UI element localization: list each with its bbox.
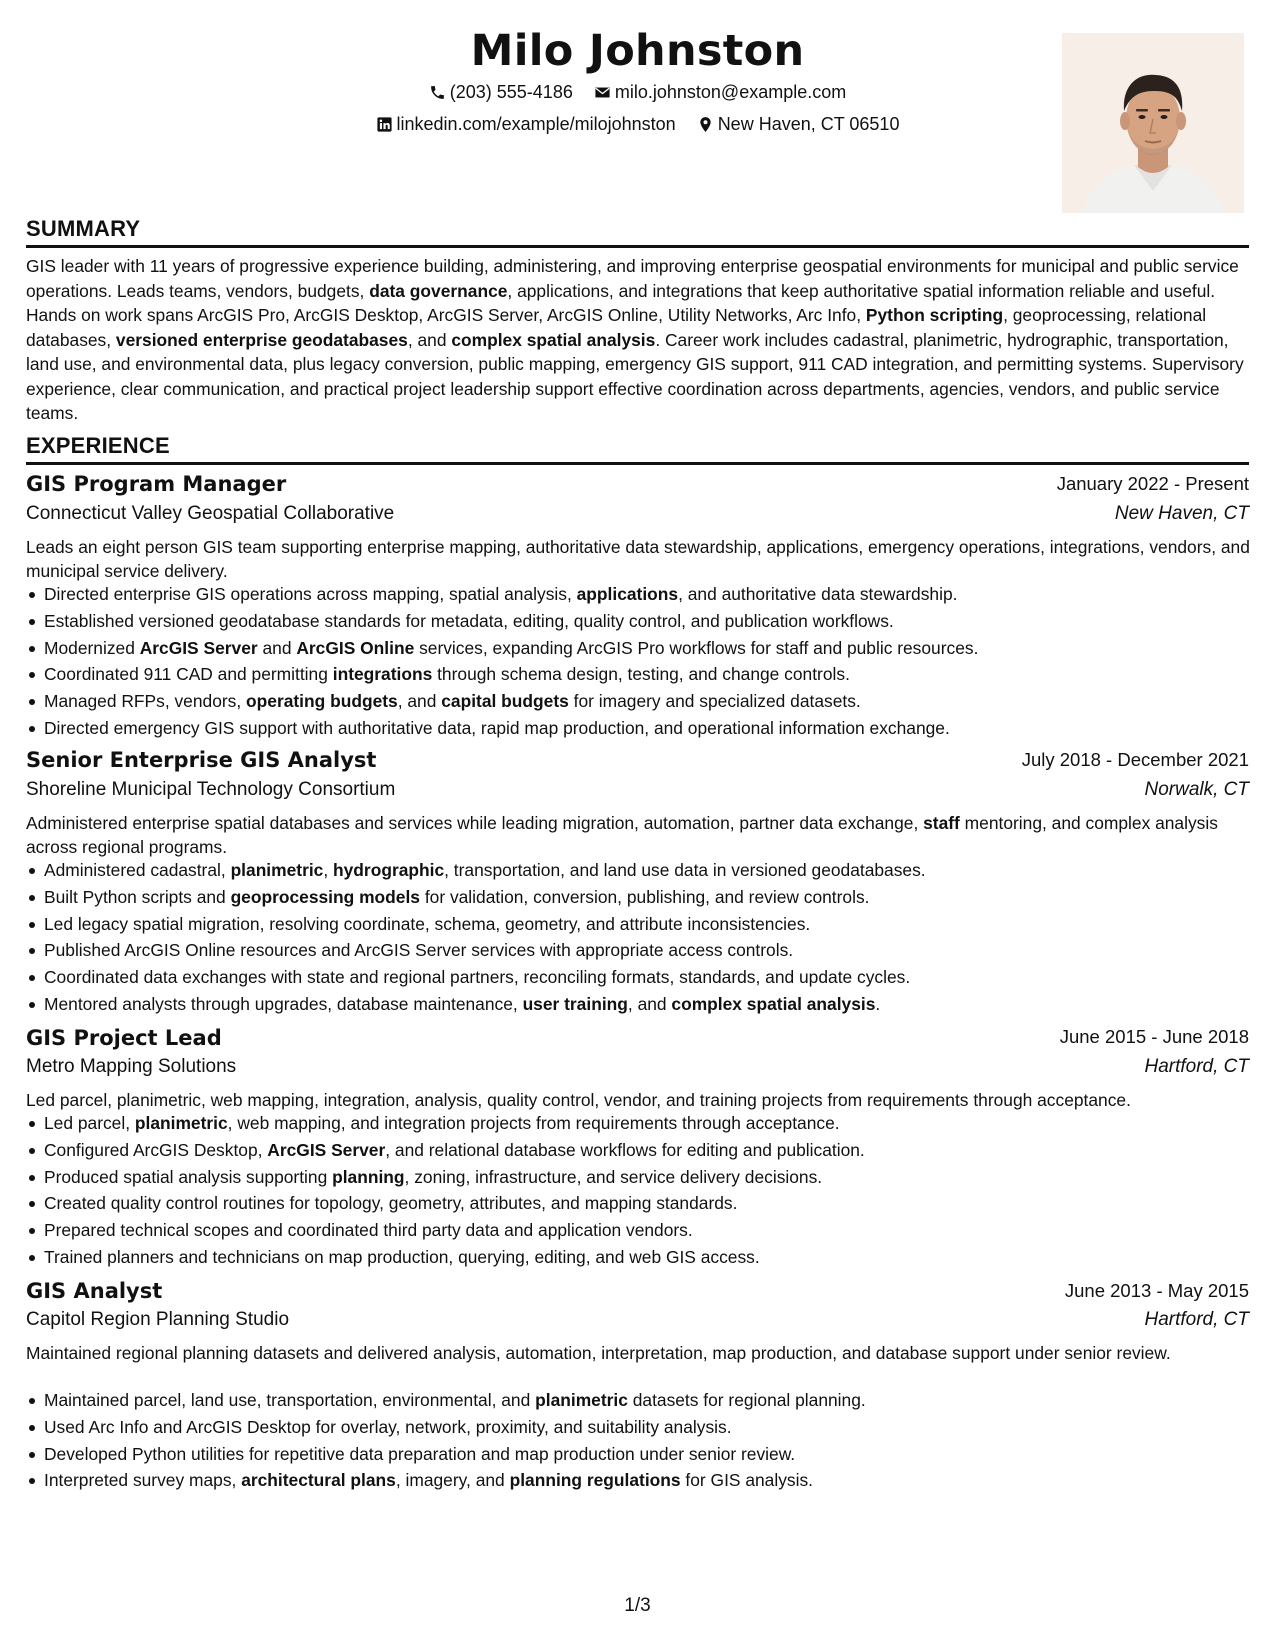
summary-bold-term: data governance: [369, 280, 508, 301]
job-company: Connecticut Valley Geospatial Collaborative: [26, 503, 395, 524]
job-dates: July 2018 - December 2021: [1021, 749, 1249, 770]
location-item: [697, 112, 900, 136]
bullet-item: [26, 688, 1251, 715]
bullet-text: , imagery, and: [395, 1470, 510, 1491]
bullet-text: , and: [397, 691, 442, 712]
job-title: Senior Enterprise GIS Analyst: [26, 748, 377, 772]
bullet-text: Produced spatial analysis supporting: [44, 1166, 333, 1187]
bullet-text: Configured ArcGIS Desktop,: [44, 1139, 268, 1160]
candidate-name: Milo Johnston: [470, 26, 805, 76]
job-description-bold: staff: [923, 813, 960, 833]
map-pin-icon: [697, 116, 714, 133]
bullet-item: [26, 884, 1251, 911]
bullet-bold-term: operating budgets: [246, 691, 398, 712]
summary-divider: [26, 245, 1249, 248]
bullet-text: Used Arc Info and ArcGIS Desktop for overlay, network, proximity, and suitability analysis.: [44, 1416, 732, 1437]
bullet-item: [26, 1387, 1251, 1414]
bullet-text: Created quality control routines for topology, geometry, attributes, and mapping standards.: [44, 1193, 738, 1214]
summary-bold-term: versioned enterprise geodatabases: [115, 329, 408, 350]
job-company: Shoreline Municipal Technology Consortium: [26, 779, 396, 800]
bullet-item: [26, 1467, 1251, 1494]
bullet-text: Published ArcGIS Online resources and ArcGIS Server services with appropriate access controls.: [44, 940, 794, 961]
job-description-part: mentoring, and complex analysis across regional programs.: [26, 813, 1218, 857]
job-location: New Haven, CT: [1114, 503, 1249, 524]
job-description: [26, 811, 1251, 859]
bullet-text: Established versioned geodatabase standards for metadata, editing, quality control, and publication workflows.: [44, 610, 894, 631]
bullet-item: [26, 1190, 1251, 1217]
bullet-item: [26, 911, 1251, 938]
bullet-text: Coordinated 911 CAD and permitting: [44, 664, 333, 685]
summary-bold-term: Python scripting: [865, 305, 1004, 325]
summary-text-part: , geoprocessing, relational databases,: [26, 305, 1207, 350]
bullet-text: , and authoritative data stewardship.: [678, 584, 958, 604]
bullet-text: Prepared technical scopes and coordinated third party data and application vendors.: [44, 1220, 693, 1241]
job-title: GIS Program Manager: [26, 472, 287, 496]
job-title: GIS Analyst: [26, 1279, 163, 1303]
job-bullets: [26, 1110, 1251, 1271]
summary-text: [26, 254, 1256, 426]
job-location: Hartford, CT: [1144, 1056, 1249, 1077]
bullet-text: datasets for regional planning.: [627, 1390, 866, 1410]
bullet-item: [26, 937, 1251, 964]
bullet-text: for validation, conversion, publishing, and review controls.: [419, 886, 870, 907]
experience-heading: EXPERIENCE: [26, 433, 170, 458]
bullet-text: Managed RFPs, vendors,: [44, 691, 247, 712]
bullet-text: Led legacy spatial migration, resolving coordinate, schema, geometry, and attribute inconsistencies.: [44, 913, 811, 934]
job-bullets: [26, 857, 1251, 1018]
profile-photo: [1062, 33, 1244, 213]
job-company: Metro Mapping Solutions: [26, 1056, 237, 1077]
bullet-bold-term: planimetric: [134, 1113, 228, 1133]
job-bullets: [26, 581, 1251, 742]
job-description: Leads an eight person GIS team supporting enterprise mapping, authoritative data stewardship, applications, emergency operations, integrations, vendors, and municipal service delivery.: [26, 537, 1250, 581]
bullet-item: [26, 608, 1251, 635]
bullet-text: ,: [323, 860, 334, 880]
email-text[interactable]: milo.johnston@example.com: [614, 82, 847, 102]
bullet-text: , web mapping, and integration projects from requirements through acceptance.: [227, 1113, 840, 1133]
bullet-item: [26, 1441, 1251, 1468]
job-location: Norwalk, CT: [1144, 779, 1249, 800]
phone-icon: [429, 84, 446, 101]
phone-item: [429, 80, 573, 104]
summary-bold-term: complex spatial analysis: [451, 329, 656, 350]
linkedin-icon: [376, 116, 393, 133]
bullet-text: .: [875, 993, 881, 1014]
bullet-item: [26, 1137, 1251, 1164]
bullet-item: [26, 1244, 1251, 1271]
bullet-bold-term: architectural plans: [241, 1470, 396, 1491]
bullet-text: Maintained parcel, land use, transportation, environmental, and: [44, 1390, 536, 1410]
bullet-text: , and relational database workflows for editing and publication.: [385, 1139, 865, 1160]
bullet-text: for GIS analysis.: [680, 1470, 814, 1491]
bullet-text: , and: [627, 993, 672, 1014]
location-text: New Haven, CT 06510: [717, 114, 900, 134]
bullet-bold-term: ArcGIS Online: [296, 637, 415, 658]
bullet-item: [26, 715, 1251, 742]
email-item[interactable]: [594, 80, 846, 104]
bullet-bold-term: geoprocessing models: [230, 886, 420, 907]
bullet-bold-term: applications: [576, 584, 679, 604]
bullet-item: [26, 1164, 1251, 1191]
bullet-bold-term: planning regulations: [509, 1470, 681, 1491]
job-location: Hartford, CT: [1144, 1309, 1249, 1330]
bullet-bold-term: planning: [332, 1166, 405, 1187]
job-dates: June 2013 - May 2015: [1064, 1280, 1249, 1301]
linkedin-text[interactable]: linkedin.com/example/milojohnston: [396, 114, 676, 134]
phone-text: (203) 555-4186: [449, 82, 573, 102]
bullet-item: [26, 635, 1251, 662]
bullet-bold-term: planimetric: [535, 1390, 628, 1410]
bullet-text: services, expanding ArcGIS Pro workflows for staff and public resources.: [414, 637, 979, 658]
bullet-text: through schema design, testing, and change controls.: [432, 664, 850, 685]
job-description-part: Administered enterprise spatial databases and services while leading migration, automation, partner data exchange,: [26, 813, 924, 833]
page-number: 1/3: [624, 1595, 651, 1616]
summary-text-part: GIS leader with 11 years of progressive experience building, administering, and improving enterprise geospatial environments for municipal and public service operations. Leads teams, vendors, budgets,: [26, 256, 1239, 301]
job-description: Led parcel, planimetric, web mapping, integration, analysis, quality control, vendor, and training projects from requirements through acceptance.: [26, 1090, 1131, 1110]
bullet-text: Developed Python utilities for repetitive data preparation and map production under senior review.: [44, 1443, 796, 1464]
summary-text-part: , and: [407, 329, 452, 350]
portrait-illustration: [1062, 33, 1244, 213]
bullet-text: Mentored analysts through upgrades, database maintenance,: [44, 993, 523, 1014]
bullet-item: [26, 1110, 1251, 1137]
bullet-item: [26, 661, 1251, 688]
bullet-text: Directed emergency GIS support with authoritative data, rapid map production, and operational information exchange.: [44, 717, 950, 738]
bullet-item: [26, 991, 1251, 1018]
linkedin-item[interactable]: [376, 112, 676, 136]
bullet-text: Modernized: [44, 637, 140, 658]
job-bullets: [26, 1387, 1251, 1494]
bullet-text: , transportation, and land use data in versioned geodatabases.: [444, 860, 926, 880]
bullet-bold-term: planimetric: [230, 860, 324, 880]
bullet-bold-term: ArcGIS Server: [267, 1139, 386, 1160]
bullet-bold-term: capital budgets: [441, 691, 569, 712]
job-dates: January 2022 - Present: [1056, 473, 1249, 494]
summary-heading: SUMMARY: [26, 216, 141, 241]
job-description: Maintained regional planning datasets and delivered analysis, automation, interpretation, map production, and database support under senior review.: [26, 1343, 1171, 1363]
summary-text-part: . Career work includes cadastral, planimetric, hydrographic, transportation, land use, and environmental data, plus legacy conversion, public mapping, emergency GIS support, 911 CAD integration, and permitting systems. Supervisory experience, clear communication, and practical project leadership support effective coordination across departments, agencies, vendors, and public service teams.: [26, 329, 1244, 423]
bullet-text: Coordinated data exchanges with state and regional partners, reconciling formats, standards, and update cycles.: [44, 967, 911, 988]
bullet-bold-term: complex spatial analysis: [671, 993, 876, 1014]
bullet-bold-term: user training: [522, 993, 628, 1014]
job-title: GIS Project Lead: [26, 1026, 222, 1050]
experience-divider: [26, 462, 1249, 465]
bullet-text: and: [257, 637, 297, 658]
bullet-item: [26, 857, 1251, 884]
bullet-text: Led parcel,: [44, 1113, 135, 1133]
envelope-icon: [594, 84, 611, 101]
bullet-text: Trained planners and technicians on map production, querying, editing, and web GIS access.: [44, 1246, 760, 1267]
bullet-text: for imagery and specialized datasets.: [568, 691, 861, 712]
bullet-text: Built Python scripts and: [44, 886, 231, 907]
job-company: Capitol Region Planning Studio: [26, 1309, 290, 1330]
job-dates: June 2015 - June 2018: [1059, 1026, 1249, 1047]
bullet-text: Interpreted survey maps,: [44, 1470, 242, 1491]
bullet-item: [26, 1217, 1251, 1244]
bullet-bold-term: ArcGIS Server: [139, 637, 258, 658]
bullet-text: Directed enterprise GIS operations across mapping, spatial analysis,: [44, 584, 577, 604]
bullet-item: [26, 964, 1251, 991]
bullet-bold-term: integrations: [332, 664, 433, 685]
bullet-text: , zoning, infrastructure, and service delivery decisions.: [404, 1166, 823, 1187]
summary-text-part: , applications, and integrations that keep authoritative spatial information reliable and useful. Hands on work spans ArcGIS Pro, ArcGIS Desktop, ArcGIS Server, ArcGIS Online, Utility Networks, Arc Info,: [26, 280, 1216, 325]
bullet-item: [26, 581, 1251, 608]
bullet-item: [26, 1414, 1251, 1441]
bullet-text: Administered cadastral,: [44, 860, 231, 880]
bullet-bold-term: hydrographic: [333, 860, 445, 880]
